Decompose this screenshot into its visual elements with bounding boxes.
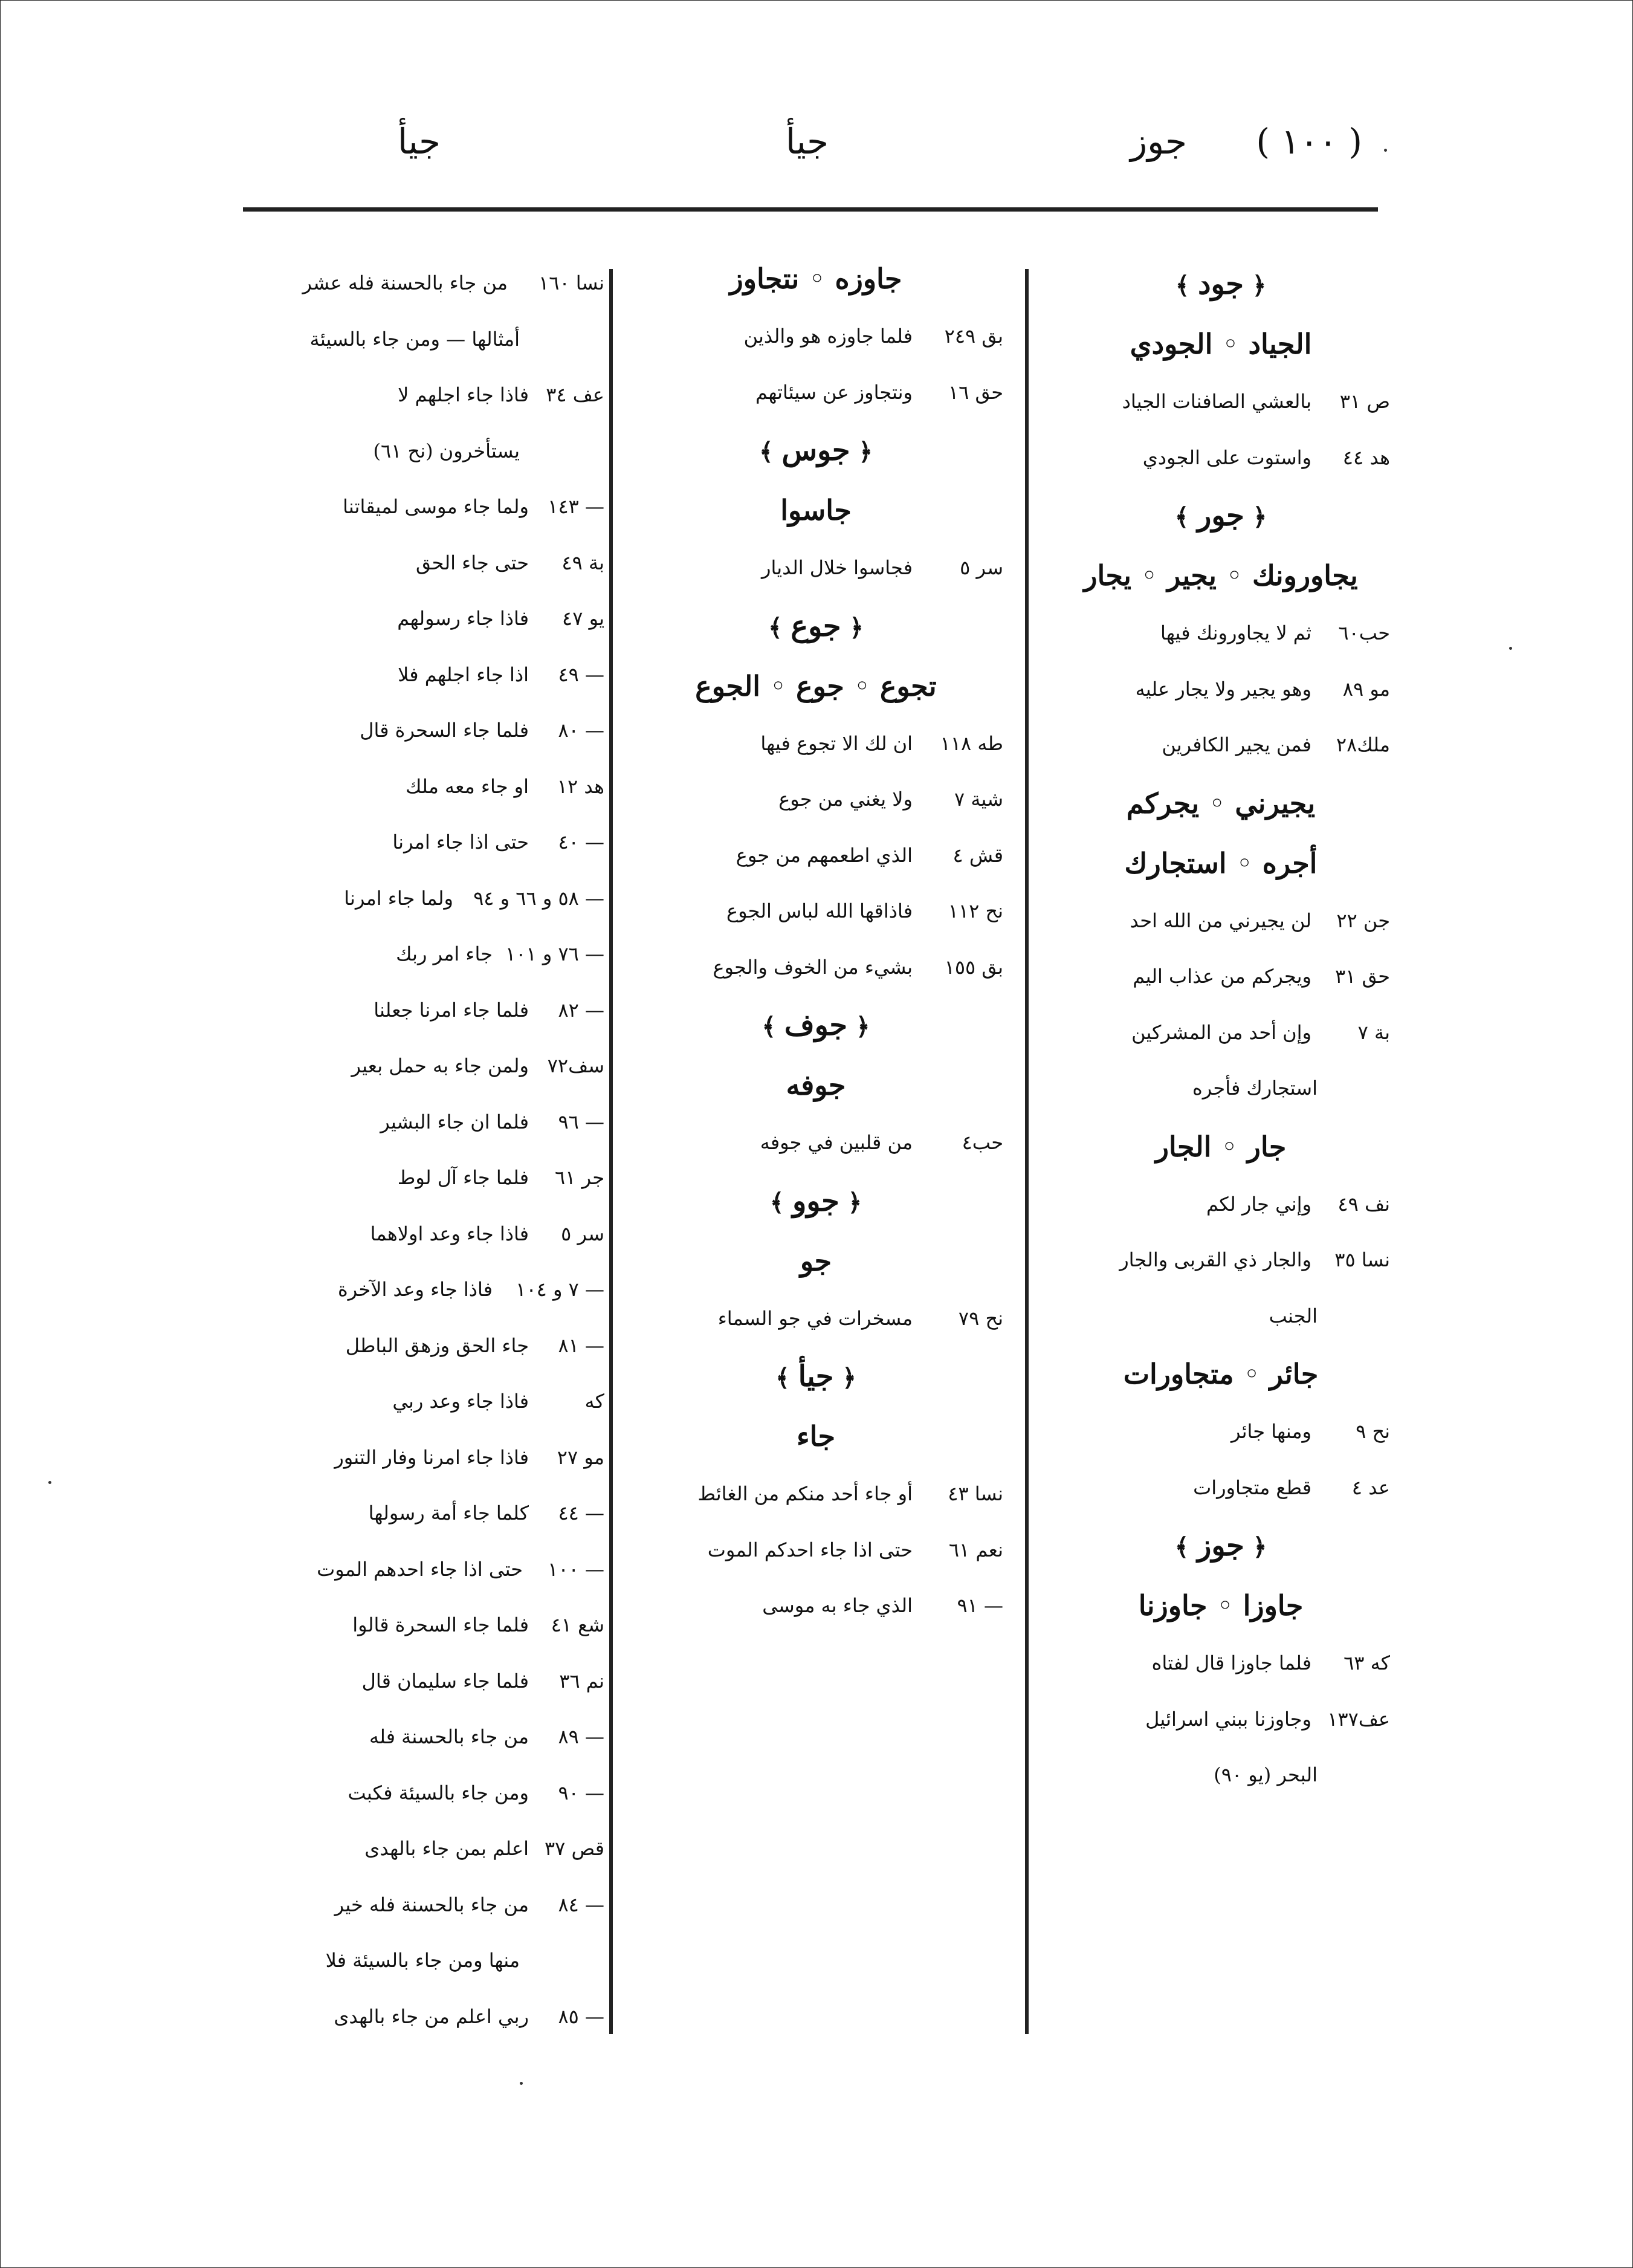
entry-ref: جن ٢٢ bbox=[1336, 909, 1390, 932]
entry-ref: عد ٤ bbox=[1351, 1476, 1390, 1499]
entry-text: فمن يجير الكافرين bbox=[1162, 733, 1311, 756]
root-heading: ﴿ جوو ﴾ bbox=[769, 1184, 862, 1218]
entry-ref: حق ٣١ bbox=[1334, 965, 1390, 988]
entry-text: فاذا جاء امرنا وفار التنور bbox=[334, 1445, 529, 1469]
word-heading: جاء bbox=[796, 1420, 836, 1453]
entry-text: قطع متجاورات bbox=[1193, 1476, 1311, 1499]
entry bbox=[230, 479, 604, 536]
entry-ref: مو ٢٧ bbox=[557, 1445, 604, 1469]
entry bbox=[230, 983, 604, 1039]
root-heading: ﴿ جيأ ﴾ bbox=[775, 1359, 856, 1393]
entry-ref: حب٤ bbox=[962, 1131, 1003, 1154]
entry-text: ربي اعلم من جاء بالهدى bbox=[334, 2004, 529, 2028]
entry-continuation bbox=[1052, 1748, 1390, 1804]
entry bbox=[1052, 1233, 1390, 1289]
entry-text: كلما جاء أمة رسولها bbox=[368, 1502, 529, 1524]
entry-text: فاذا جاء وعد ربي bbox=[392, 1390, 529, 1413]
entry bbox=[230, 1542, 604, 1598]
entry-ref: جر ٦١ bbox=[555, 1166, 604, 1189]
entry bbox=[629, 540, 1003, 597]
entry-text: ومنها جائر bbox=[1230, 1420, 1311, 1443]
entry-ref: — ٩١ bbox=[957, 1594, 1003, 1617]
word-heading: جوفه bbox=[786, 1069, 846, 1101]
entry-continuation bbox=[1052, 1061, 1390, 1117]
entry bbox=[230, 1821, 604, 1878]
entry bbox=[230, 591, 604, 647]
entry-ref: شية ٧ bbox=[954, 788, 1003, 811]
entry-text: منها ومن جاء بالسيئة فلا bbox=[325, 1949, 520, 1972]
entry-continuation bbox=[230, 312, 604, 368]
entry-ref: — ٩٦ bbox=[558, 1110, 604, 1133]
entry-text: حتى جاء الحق bbox=[415, 551, 529, 574]
entry-text: فجاسوا خلال الديار bbox=[762, 556, 913, 579]
entry-text: فلما جاء سليمان قال bbox=[361, 1669, 529, 1693]
entry-text: وجاوزنا ببني اسرائيل bbox=[1145, 1707, 1311, 1731]
entry bbox=[230, 1766, 604, 1822]
entry bbox=[230, 1038, 604, 1095]
scan-speck bbox=[520, 2082, 523, 2085]
root-heading: ﴿ جوز ﴾ bbox=[1174, 1529, 1267, 1563]
entry-ref: بة ٤٩ bbox=[561, 551, 604, 574]
entry bbox=[1052, 606, 1390, 662]
entry-text: جاء امر ربك bbox=[396, 942, 493, 965]
entry bbox=[629, 772, 1003, 828]
entry bbox=[230, 1318, 604, 1375]
entry-text: أمثالها — ومن جاء بالسيئة bbox=[309, 327, 520, 351]
entry-continuation bbox=[230, 1933, 604, 1989]
word-heading: جو bbox=[800, 1244, 832, 1277]
root-heading: ﴿ جوس ﴾ bbox=[759, 433, 873, 467]
entry-ref: سف٧٢ bbox=[547, 1054, 604, 1077]
entry-ref: سر ٥ bbox=[960, 556, 1003, 579]
entry-ref: بق ٢٤٩ bbox=[944, 325, 1003, 348]
entry-text: اذا جاء اجلهم فلا bbox=[398, 663, 529, 686]
entry bbox=[230, 815, 604, 871]
entry-ref: يو ٤٧ bbox=[562, 607, 604, 630]
entry-text: ولما جاء امرنا bbox=[344, 886, 453, 910]
header-rule bbox=[243, 207, 1378, 212]
entry-text: فاذاقها الله لباس الجوع bbox=[726, 899, 913, 922]
column-separator-right bbox=[1025, 269, 1029, 2034]
entry-ref: — ٨٢ bbox=[558, 998, 604, 1022]
entry-text: استجارك فأجره bbox=[1192, 1077, 1318, 1100]
entry-text: من جاء بالحسنة فله عشر bbox=[302, 271, 508, 294]
entry-ref: عف ٣٤ bbox=[546, 383, 604, 406]
column-separator-left bbox=[609, 269, 613, 2034]
entry-ref: هد ٤٤ bbox=[1342, 446, 1390, 469]
entry-text: فلما جاوزه هو والذين bbox=[743, 325, 913, 348]
entry bbox=[1052, 1460, 1390, 1517]
word-heading: جائر ◦ متجاورات bbox=[1123, 1358, 1319, 1390]
entry-ref: قص ٣٧ bbox=[544, 1837, 604, 1860]
entry bbox=[1052, 1005, 1390, 1061]
entry bbox=[230, 1374, 604, 1430]
entry bbox=[629, 1523, 1003, 1579]
entry bbox=[629, 1115, 1003, 1171]
entry bbox=[629, 1578, 1003, 1635]
entry-text: بشيء من الخوف والجوع bbox=[713, 955, 913, 979]
entry-text: الذي جاء به موسى bbox=[762, 1594, 913, 1617]
entry-ref: — ٤٩ bbox=[558, 663, 604, 686]
entry bbox=[230, 1095, 604, 1151]
entry bbox=[1052, 662, 1390, 718]
entry-text: والجار ذي القربى والجار bbox=[1119, 1248, 1311, 1271]
entry-text: ولما جاء موسى لميقاتنا bbox=[343, 495, 529, 518]
entry-text: الجنب bbox=[1269, 1304, 1318, 1327]
entry bbox=[230, 927, 604, 983]
entry-text: من قلبين في جوفه bbox=[760, 1131, 913, 1154]
root-heading: ﴿ جور ﴾ bbox=[1174, 499, 1267, 533]
entry-text: فاذا جاء اجلهم لا bbox=[398, 383, 529, 406]
entry-text: فاذا جاء رسولهم bbox=[397, 607, 529, 630]
entry bbox=[230, 703, 604, 759]
entry-text: وإن أحد من المشركين bbox=[1131, 1020, 1311, 1044]
scan-speck bbox=[1509, 647, 1512, 650]
entry-ref: — ٤٤ bbox=[558, 1502, 604, 1524]
entry-ref: ص ٣١ bbox=[1339, 390, 1390, 413]
entry-ref: هد ١٢ bbox=[557, 774, 604, 798]
column-right bbox=[1052, 254, 1390, 1804]
entry-text: بالعشي الصافنات الجياد bbox=[1122, 390, 1311, 413]
entry-text: اعلم بمن جاء بالهدى bbox=[364, 1837, 529, 1860]
entry bbox=[1052, 893, 1390, 950]
entry-text: ثم لا يجاورونك فيها bbox=[1160, 621, 1311, 644]
entry-text: فلما ان جاء البشير bbox=[380, 1110, 529, 1133]
entry bbox=[230, 536, 604, 592]
entry-ref: مو ٨٩ bbox=[1342, 677, 1390, 701]
entry-ref: قش ٤ bbox=[952, 843, 1003, 867]
entry-ref: بة ٧ bbox=[1357, 1020, 1390, 1044]
entry-text: وهو يجير ولا يجار عليه bbox=[1135, 677, 1311, 701]
entry bbox=[629, 1466, 1003, 1523]
entry-text: البحر (يو ٩٠) bbox=[1214, 1763, 1318, 1786]
word-heading: تجوع ◦ جوع ◦ الجوع bbox=[695, 669, 937, 702]
entry-ref: سر ٥ bbox=[561, 1222, 604, 1245]
root-heading: ﴿ جوع ﴾ bbox=[768, 609, 864, 643]
entry bbox=[1052, 430, 1390, 487]
entry-text: فلما جاوزا قال لفتاه bbox=[1151, 1651, 1311, 1674]
entry-ref: شع ٤١ bbox=[551, 1613, 604, 1636]
entry-text: لن يجيرني من الله احد bbox=[1130, 909, 1311, 932]
entry-ref: — ٨٤ bbox=[558, 1893, 604, 1916]
entry-ref: حق ١٦ bbox=[948, 380, 1003, 404]
entry-ref: — ١٤٣ bbox=[548, 495, 604, 518]
entry bbox=[230, 1150, 604, 1207]
entry-text: فلما جاء آل لوط bbox=[397, 1166, 529, 1189]
scan-speck bbox=[1384, 149, 1387, 152]
scan-speck bbox=[48, 1481, 51, 1484]
entry-text: ولمن جاء به حمل بعير bbox=[351, 1054, 529, 1077]
entry-text: الذي اطعمهم من جوع bbox=[736, 843, 913, 867]
entry-text: أو جاء أحد منكم من الغائط bbox=[697, 1482, 913, 1505]
entry-text: او جاء معه ملك bbox=[406, 774, 529, 798]
entry-ref: كه bbox=[584, 1390, 604, 1413]
entry-text: حتى اذا جاء احدهم الموت bbox=[317, 1557, 523, 1581]
entry-text: ويجركم من عذاب اليم bbox=[1133, 965, 1311, 988]
entry-ref: نم ٣٦ bbox=[559, 1669, 604, 1693]
entry-ref: حب٦٠ bbox=[1338, 621, 1390, 644]
word-heading: الجياد ◦ الجودي bbox=[1130, 328, 1312, 360]
entry-continuation bbox=[230, 424, 604, 480]
entry bbox=[230, 759, 604, 815]
entry bbox=[230, 1654, 604, 1710]
column-left bbox=[230, 256, 604, 2045]
entry-ref: نف ٤٩ bbox=[1337, 1192, 1390, 1216]
root-heading: ﴿ جود ﴾ bbox=[1175, 267, 1267, 301]
entry bbox=[230, 1430, 604, 1486]
entry-text: ومن جاء بالسيئة فكبت bbox=[348, 1781, 529, 1804]
entry-text: واستوت على الجودي bbox=[1142, 446, 1311, 469]
entry-ref: بق ١٥٥ bbox=[944, 955, 1003, 979]
entry bbox=[1052, 949, 1390, 1005]
entry bbox=[230, 368, 604, 424]
entry bbox=[230, 1878, 604, 1934]
word-heading: جار ◦ الجار bbox=[1155, 1130, 1287, 1163]
entry-ref: نسا ٤٣ bbox=[948, 1482, 1003, 1505]
entry-ref: — ٨١ bbox=[558, 1333, 604, 1357]
entry-ref: — ٨٠ bbox=[558, 719, 604, 742]
entry-ref: — ٤٠ bbox=[558, 831, 604, 854]
entry-text: ان لك الا تجوع فيها bbox=[760, 731, 913, 755]
entry-text: جاء الحق وزهق الباطل bbox=[345, 1333, 529, 1357]
entry bbox=[1052, 1404, 1390, 1460]
word-heading: جاوزه ◦ نتجاوز bbox=[729, 262, 902, 295]
entry-text: يستأخرون (نح ٦١) bbox=[373, 439, 520, 462]
entry bbox=[629, 716, 1003, 773]
entry bbox=[1052, 374, 1390, 430]
entry-text: فلما جاء امرنا جعلنا bbox=[373, 998, 529, 1022]
entry-text: فاذا جاء وعد اولاهما bbox=[370, 1222, 529, 1245]
entry bbox=[230, 1262, 604, 1318]
entry-ref: — ٩٠ bbox=[558, 1781, 604, 1804]
entry bbox=[629, 309, 1003, 365]
entry-text: ولا يغني من جوع bbox=[778, 788, 913, 811]
entry bbox=[230, 1207, 604, 1263]
header-root-center: جيأ bbox=[786, 121, 829, 162]
entry bbox=[1052, 1177, 1390, 1233]
entry-text: فلما جاء السحرة قال bbox=[360, 719, 529, 742]
entry bbox=[629, 365, 1003, 421]
entry-ref: — ٨٥ bbox=[558, 2004, 604, 2028]
entry bbox=[230, 1709, 604, 1766]
entry-text: وإني جار لكم bbox=[1206, 1192, 1311, 1216]
entry-text: مسخرات في جو السماء bbox=[717, 1306, 913, 1330]
entry-ref: نسا ٣٥ bbox=[1334, 1248, 1390, 1271]
entry-text: حتى اذا جاء احدكم الموت bbox=[707, 1538, 913, 1561]
word-heading: جاوزا ◦ جاوزنا bbox=[1138, 1589, 1304, 1622]
entry-text: من جاء بالحسنة فله خير bbox=[334, 1893, 529, 1916]
word-heading: جاسوا bbox=[780, 494, 852, 526]
entry-ref: نعم ٦١ bbox=[948, 1538, 1003, 1561]
page-number: ( ١٠٠ ) bbox=[1256, 121, 1362, 162]
entry-ref: — ٧٦ و ١٠١ bbox=[505, 942, 604, 965]
entry bbox=[629, 828, 1003, 884]
entry bbox=[230, 256, 604, 312]
word-heading: يجاورونك ◦ يجير ◦ يجار bbox=[1084, 559, 1358, 592]
entry bbox=[629, 884, 1003, 940]
entry-ref: كه ٦٣ bbox=[1344, 1651, 1390, 1674]
entry bbox=[1052, 1636, 1390, 1692]
entry-ref: نسا ١٦٠ bbox=[538, 271, 604, 294]
word-heading: أجره ◦ استجارك bbox=[1124, 846, 1318, 880]
entry-ref: ملك٢٨ bbox=[1336, 733, 1390, 756]
entry bbox=[230, 1486, 604, 1542]
entry-text: ونتجاوز عن سيئاتهم bbox=[755, 380, 913, 404]
entry bbox=[230, 1598, 604, 1654]
entry-continuation bbox=[1052, 1289, 1390, 1345]
entry bbox=[230, 1989, 604, 2046]
entry-ref: — ٧ و ١٠٤ bbox=[516, 1278, 604, 1301]
entry bbox=[230, 871, 604, 927]
entry-ref: — ١٠٠ bbox=[548, 1557, 604, 1581]
entry-ref: — ٥٨ و ٦٦ و ٩٤ bbox=[473, 886, 604, 910]
entry-ref: نح ٩ bbox=[1356, 1420, 1390, 1443]
entry-ref: نح ١١٢ bbox=[948, 899, 1003, 922]
entry-ref: عف١٣٧ bbox=[1327, 1707, 1390, 1731]
entry-ref: — ٨٩ bbox=[558, 1725, 604, 1748]
entry-ref: نح ٧٩ bbox=[958, 1306, 1003, 1330]
entry bbox=[629, 940, 1003, 996]
entry bbox=[1052, 718, 1390, 774]
column-middle bbox=[629, 249, 1003, 1635]
entry-text: فاذا جاء وعد الآخرة bbox=[338, 1278, 493, 1301]
entry bbox=[1052, 1692, 1390, 1748]
entry-text: حتى اذا جاء امرنا bbox=[392, 831, 529, 854]
root-heading: ﴿ جوف ﴾ bbox=[762, 1008, 870, 1042]
header-root-left: جيأ bbox=[398, 121, 441, 162]
entry bbox=[230, 647, 604, 704]
entry bbox=[629, 1291, 1003, 1347]
entry-text: من جاء بالحسنة فله bbox=[369, 1725, 529, 1748]
entry-ref: طه ١١٨ bbox=[940, 731, 1003, 755]
header-root-right: جوز bbox=[1130, 121, 1187, 162]
word-heading: يجيرني ◦ يجركم bbox=[1126, 786, 1316, 820]
entry-text: فلما جاء السحرة قالوا bbox=[352, 1613, 529, 1636]
